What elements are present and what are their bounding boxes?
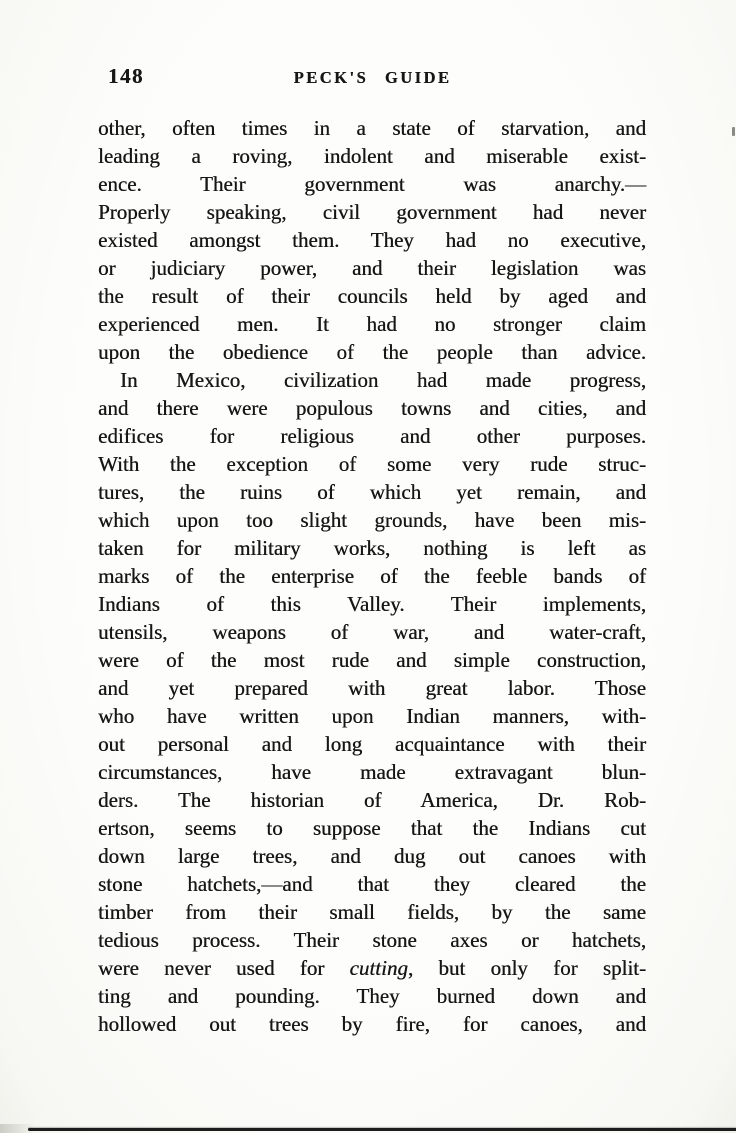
text-line: ting and pounding. They burned down and [98,984,646,1008]
text-line: out personal and long acquaintance with their [98,732,646,756]
text-line: the result of their councils held by aged and [98,284,646,308]
text-line: or judiciary power, and their legislation was [98,256,646,280]
text-line: utensils, weapons of war, and water-craft, [98,620,646,644]
page-body [98,114,646,1038]
text-line: circumstances, have made extravagant blun- [98,760,646,784]
paragraph [98,366,646,1038]
text-line: and there were populous towns and cities, and [98,396,646,420]
text-line: taken for military works, nothing is left as [98,536,646,560]
text-line: ertson, seems to suppose that the Indians cut [98,816,646,840]
running-title: PECK'S GUIDE [293,68,452,87]
scan-speck-artifact [732,127,735,136]
text-line: ders. The historian of America, Dr. Rob- [98,788,646,812]
text-line: With the exception of some very rude struc- [98,452,646,476]
text-line: hollowed out trees by fire, for canoes, and [98,1012,646,1036]
scan-edge-artifact [28,1128,736,1131]
text-line: tures, the ruins of which yet remain, and [98,480,646,504]
page-number: 148 [108,64,144,88]
text-line: marks of the enterprise of the feeble bands of [98,564,646,588]
text-line: other, often times in a state of starvation, and [98,116,646,140]
text-line: existed amongst them. They had no executive, [98,228,646,252]
text-line: ence. Their government was anarchy.— [98,172,646,196]
text-line: experienced men. It had no stronger claim [98,312,646,336]
text-line: stone hatchets,—and that they cleared the [98,872,646,896]
text-line: edifices for religious and other purposes. [98,424,646,448]
text-line: which upon too slight grounds, have been mis- [98,508,646,532]
text-line: upon the obedience of the people than advice. [98,340,646,364]
text-line: were of the most rude and simple construction, [98,648,646,672]
paragraph [98,114,646,366]
text-line: tedious process. Their stone axes or hatchets, [98,928,646,952]
italic-text: cutting [349,956,408,980]
text-line: down large trees, and dug out canoes with [98,844,646,868]
text-line: Indians of this Valley. Their implements, [98,592,646,616]
text-line: Properly speaking, civil government had never [98,200,646,224]
text-line: In Mexico, civilization had made progress, [120,368,646,392]
text-line: who have written upon Indian manners, with- [98,704,646,728]
text-line: and yet prepared with great labor. Those [98,676,646,700]
page-header [99,64,646,92]
text-line: leading a roving, indolent and miserable exist- [98,144,646,168]
text-line: timber from their small fields, by the same [98,900,646,924]
text-line: were never used for cutting, but only for split- [98,956,647,980]
